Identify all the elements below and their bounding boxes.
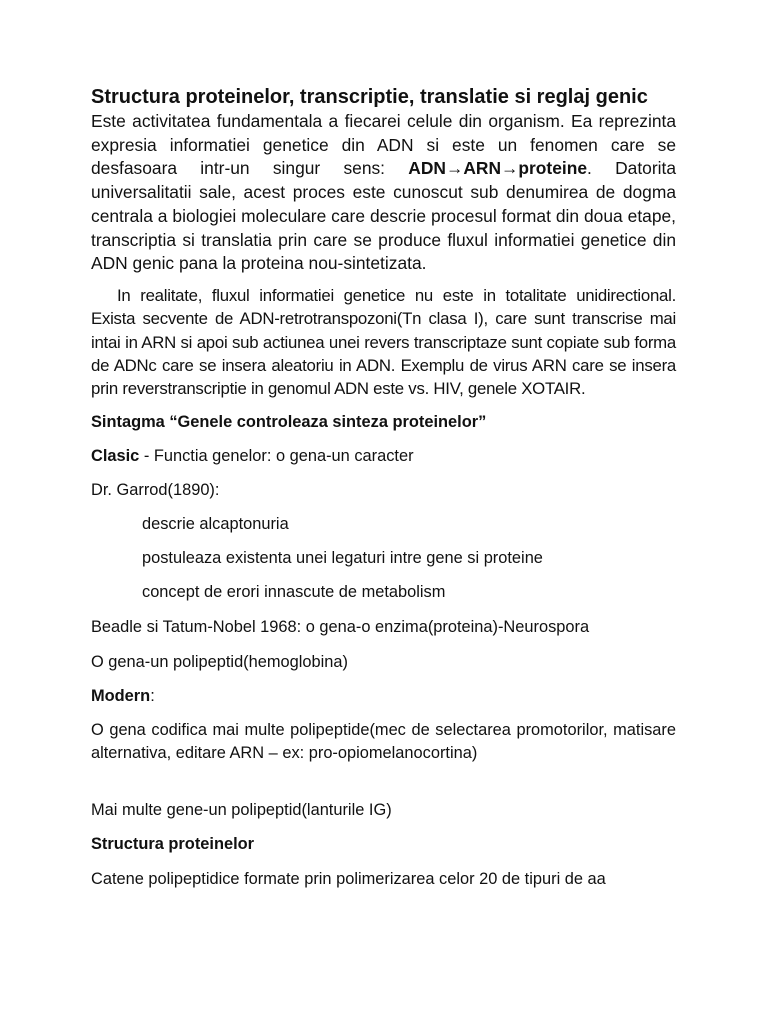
sintagma-heading	[91, 411, 676, 433]
central-dogma-term: ADN→ARN→proteine	[408, 158, 588, 179]
document-body	[91, 84, 676, 890]
garrod-item: concept de erori innascute de metabolism	[142, 583, 446, 602]
modern-paragraph: O gena codifica mai multe polipeptide(mec de selectarea promotorilor, matisare alternativa, editare ARN – ex: pro-opiomelanocortina)	[91, 721, 676, 763]
structura-heading-text: Structura proteinelor	[91, 835, 255, 854]
modern-colon: :	[150, 687, 155, 706]
intro-paragraph	[91, 110, 676, 276]
clasic-line	[91, 445, 676, 467]
intro-text-start: Este activitatea fundamentala a fiecarei celule din organism. Ea reprezinta expresia informatiei genetice din ADN si este un fenomen care se desfasoara intr-un singur sens:	[91, 111, 676, 179]
garrod-item: descrie alcaptonuria	[142, 515, 289, 534]
beadle-tatum-line: Beadle si Tatum-Nobel 1968: o gena-o enzima(proteina)-Neurospora	[91, 618, 590, 637]
garrod-line: Dr. Garrod(1890):	[91, 481, 220, 500]
mai-multe-line: Mai multe gene-un polipeptid(lanturile IG)	[91, 801, 392, 820]
intro-text-end: . Datorita universalitatii sale, acest proces este cunoscut sub denumirea de dogma centrala a biologiei moleculare care descrie procesul format din doua etape, transcriptia si translatia prin care se produce fluxul informatiei genetice din ADN genic pana la proteina nou-sintetizata.	[91, 158, 676, 274]
modern-line	[91, 685, 676, 707]
clasic-label: Clasic	[91, 447, 140, 466]
document-title: Structura proteinelor, transcriptie, translatie si reglaj genic	[91, 86, 648, 108]
structura-heading	[91, 833, 676, 855]
catene-line: Catene polipeptidice formate prin polimerizarea celor 20 de tipuri de aa	[91, 870, 606, 889]
clasic-text: - Functia genelor: o gena-un caracter	[139, 447, 414, 466]
reverse-flow-paragraph: In realitate, fluxul informatiei genetice nu este in totalitate unidirectional. Exista secvente de ADN-retrotranspozoni(Tn clasa I), care sunt transcrise mai intai in ARN si apoi sub actiunea unei revers transcriptaze sunt copiate sub forma de ADNc care se insera aleatoriu in ADN. Exemplu de virus ARN care se insera prin reverstranscriptie in genomul ADN este vs. HIV, genele XOTAIR.	[91, 285, 676, 399]
garrod-item: postuleaza existenta unei legaturi intre gene si proteine	[142, 549, 543, 568]
modern-label: Modern	[91, 687, 151, 706]
polipeptid-line: O gena-un polipeptid(hemoglobina)	[91, 653, 348, 672]
sintagma-heading-text: Sintagma “Genele controleaza sinteza proteinelor”	[91, 413, 487, 432]
